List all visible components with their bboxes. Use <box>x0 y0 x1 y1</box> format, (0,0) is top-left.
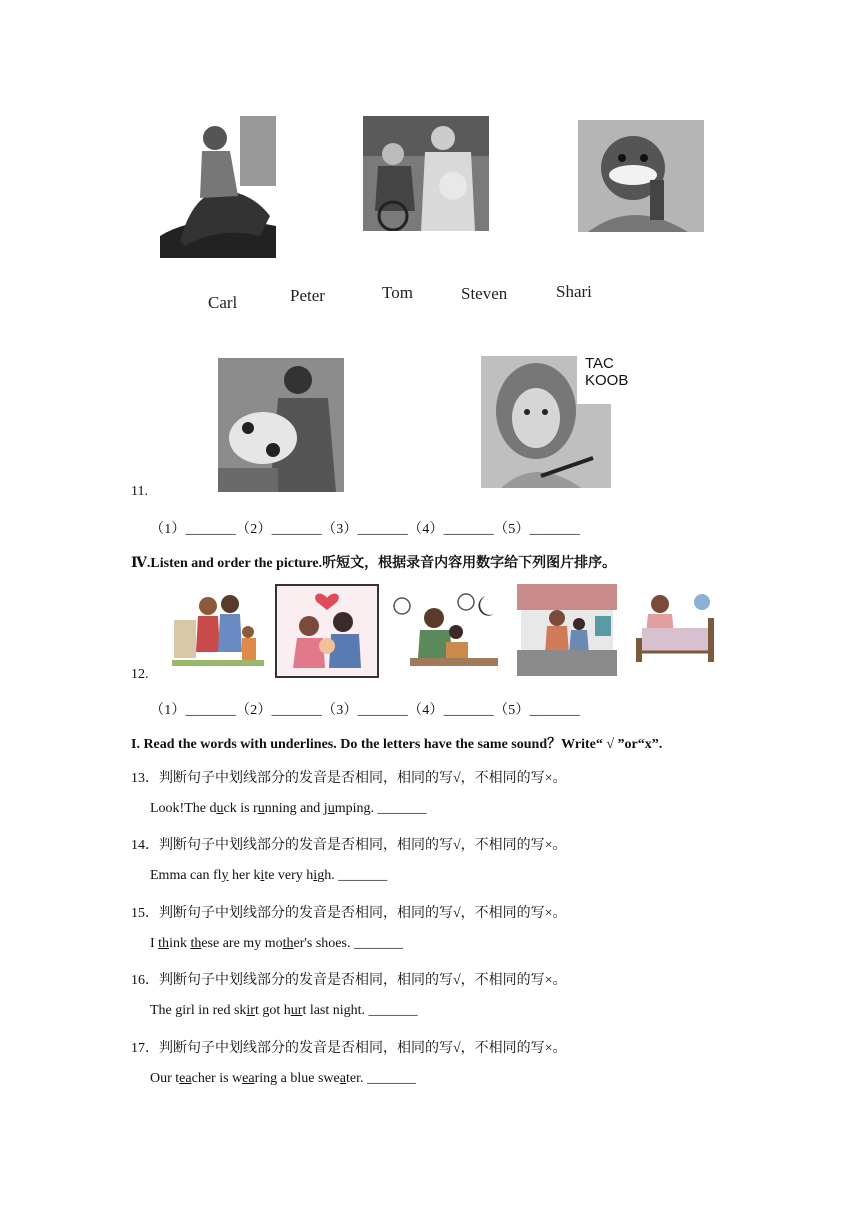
question-14-sentence <box>150 868 387 884</box>
instruction-text: 判断句子中划线部分的发音是否相同，相同的写√，不相同的写×。 <box>159 1041 567 1056</box>
question-12-number: 12. <box>131 667 149 682</box>
sentence-part: cher is w <box>191 1071 243 1086</box>
sentence-part: nning and j <box>264 801 328 816</box>
question-15-sentence <box>150 936 403 952</box>
sentence-part: t got h <box>254 1003 291 1018</box>
sentence-part-with-blank: ter. _______ <box>345 1071 416 1086</box>
sign-text <box>585 355 628 389</box>
photo-boy-with-dog <box>218 358 344 492</box>
question-16-instruction <box>131 969 567 989</box>
question-13-instruction <box>131 767 567 787</box>
underlined-letters: ea <box>242 1071 255 1086</box>
underlined-letters: u <box>327 801 335 816</box>
underlined-letters: u <box>216 801 224 816</box>
sentence-part: I <box>150 936 159 951</box>
name-steven: Steven <box>461 284 508 303</box>
underlined-letters: y <box>221 868 229 883</box>
underlined-letters: ur <box>290 1003 303 1018</box>
section-4-heading: Ⅳ.Listen and order the picture.听短文，根据录音内容用数字给下列图片排序。 <box>131 556 617 571</box>
question-11-blanks: （1）_______（2）_______（3）_______（4）_______（5）_______ <box>150 522 580 537</box>
question-12-blanks: （1）_______（2）_______（3）_______（4）_______（5）_______ <box>150 703 580 718</box>
name-shari: Shari <box>556 282 592 301</box>
sentence-part: ink <box>169 936 191 951</box>
instruction-text: 判断句子中划线部分的发音是否相同，相同的写√，不相同的写×。 <box>159 838 567 853</box>
underlined-letters: ea <box>179 1071 192 1086</box>
sentence-part: her k <box>228 868 261 883</box>
sentence-part: Emma can fl <box>150 868 222 883</box>
name-carl: Carl <box>208 293 238 312</box>
underlined-letters: ir <box>246 1003 255 1018</box>
sentence-part-with-blank: gh. _______ <box>317 868 388 883</box>
sentence-part: Our t <box>150 1071 180 1086</box>
question-16-number: 16． <box>131 973 159 988</box>
cartoon-homework-help <box>390 592 502 674</box>
instruction-text: 判断句子中划线部分的发音是否相同，相同的写√，不相同的写×。 <box>159 906 567 921</box>
underlined-letters: a <box>339 1071 346 1086</box>
underlined-letters: th <box>190 936 202 951</box>
sentence-part: Look!The d <box>150 801 217 816</box>
instruction-text: 判断句子中划线部分的发音是否相同，相同的写√，不相同的写×。 <box>159 771 567 786</box>
sentence-part: ring a blue swe <box>254 1071 340 1086</box>
sentence-part: ck is r <box>223 801 258 816</box>
cartoon-family-picnic <box>172 590 264 670</box>
sign-line-2: KOOB <box>585 372 629 389</box>
underlined-letters: th <box>158 936 170 951</box>
question-15-instruction <box>131 902 567 922</box>
section-1-heading: I. Read the words with underlines. Do the letters have the same sound？Write“ √ ”or“x”. <box>131 737 663 752</box>
cartoon-kitchen-cleaning <box>517 584 617 676</box>
underlined-letters: i <box>260 868 265 883</box>
question-13-number: 13． <box>131 771 159 786</box>
name-peter: Peter <box>290 286 325 305</box>
photo-smiling-boy <box>578 120 704 232</box>
instruction-text: 判断句子中划线部分的发音是否相同，相同的写√，不相同的写×。 <box>159 973 567 988</box>
cartoon-child-in-bed <box>628 588 718 664</box>
photo-boys-wheelchair-basketball <box>363 116 489 231</box>
question-13-sentence <box>150 801 426 817</box>
question-17-sentence <box>150 1071 416 1087</box>
sentence-part-with-blank: er's shoes. _______ <box>293 936 403 951</box>
cartoon-family-portrait <box>275 584 379 678</box>
question-17-instruction <box>131 1037 567 1057</box>
underlined-letters: u <box>257 801 265 816</box>
question-14-number: 14． <box>131 838 159 853</box>
sentence-part-with-blank: mping. _______ <box>334 801 427 816</box>
underlined-letters: th <box>282 936 294 951</box>
question-16-sentence <box>150 1003 418 1019</box>
question-11-number: 11. <box>131 484 148 499</box>
question-14-instruction <box>131 834 567 854</box>
sentence-part: The girl in red sk <box>150 1003 247 1018</box>
question-17-number: 17． <box>131 1041 159 1056</box>
underlined-letters: i <box>313 868 318 883</box>
question-15-number: 15． <box>131 906 159 921</box>
sentence-part: te very h <box>264 868 314 883</box>
sign-line-1: TAC <box>585 355 614 372</box>
photo-boy-on-horse <box>160 116 276 258</box>
sentence-part: ese are my mo <box>201 936 283 951</box>
name-tom: Tom <box>382 283 413 302</box>
sentence-part-with-blank: t last night. _______ <box>302 1003 418 1018</box>
